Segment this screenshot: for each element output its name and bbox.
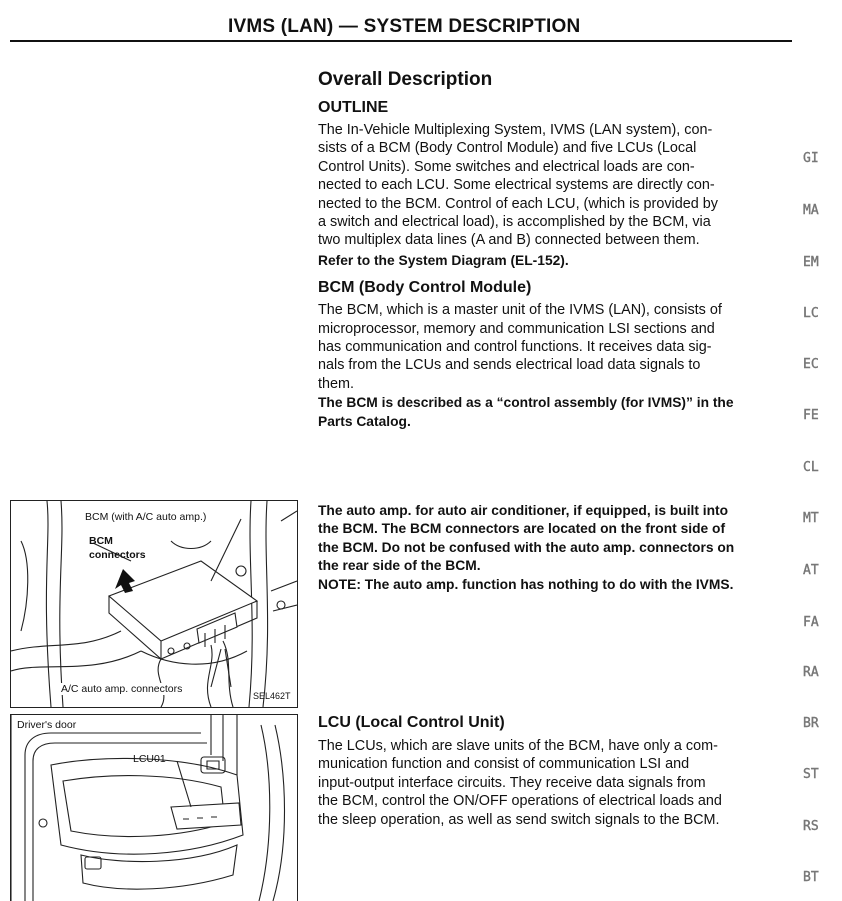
outline-reference: Refer to the System Diagram (EL-152). bbox=[318, 252, 569, 268]
side-tab-ra: RA bbox=[803, 665, 819, 680]
lcu-section bbox=[318, 712, 792, 829]
figure-code: SEL462T bbox=[253, 691, 291, 701]
outline-heading: OUTLINE bbox=[318, 99, 389, 116]
side-tab-ec: EC bbox=[803, 357, 819, 372]
side-tab-fe: FE bbox=[803, 408, 819, 423]
lcu-line: munication function and consist of communication LSI and bbox=[318, 756, 690, 773]
lcu-line: The LCUs, which are slave units of the BCM, have only a com- bbox=[318, 738, 718, 754]
side-tab-bt: BT bbox=[803, 870, 819, 885]
bcm-heading: BCM (Body Control Module) bbox=[318, 279, 532, 297]
label-lcu01: LCU01 bbox=[133, 753, 166, 765]
side-tab-cl: CL bbox=[803, 460, 819, 475]
side-tab-mt: MT bbox=[803, 511, 819, 526]
overall-section bbox=[318, 68, 792, 431]
side-tab-rs: RS bbox=[803, 819, 819, 834]
bcm-line: nals from the LCUs and sends electrical load data signals to bbox=[318, 357, 701, 374]
side-tab-ma: MA bbox=[803, 203, 819, 218]
bcm-line: has communication and control functions. It receives data sig- bbox=[318, 339, 712, 356]
autoamp-line: The auto amp. for auto air conditioner, if equipped, is built into bbox=[318, 503, 729, 518]
autoamp-line: the BCM. Do not be confused with the auto amp. connectors on bbox=[318, 539, 735, 555]
lcu-figure bbox=[10, 714, 298, 901]
bcm-illustration bbox=[11, 501, 297, 707]
autoamp-note: NOTE: The auto amp. function has nothing to do with the IVMS. bbox=[318, 576, 734, 592]
overall-heading: Overall Description bbox=[318, 69, 493, 90]
autoamp-line: the rear side of the BCM. bbox=[318, 558, 481, 574]
bcm-line: The BCM, which is a master unit of the IVMS (LAN), consists of bbox=[318, 302, 722, 319]
side-tab-fa: FA bbox=[803, 615, 819, 630]
bcm-line: microprocessor, memory and communication LSI sections and bbox=[318, 320, 715, 337]
lcu-body bbox=[318, 737, 792, 829]
label-connectors: connectors bbox=[89, 549, 146, 561]
side-tab-gi: GI bbox=[803, 151, 819, 166]
outline-line: The In-Vehicle Multiplexing System, IVMS (LAN system), con- bbox=[318, 122, 713, 138]
bcm-line: them. bbox=[318, 375, 354, 392]
outline-line: two multiplex data lines (A and B) connected between them. bbox=[318, 232, 700, 249]
outline-line: nected to each LCU. Some electrical systems are directly con- bbox=[318, 177, 715, 194]
label-bcm: BCM bbox=[89, 535, 113, 547]
page-header bbox=[10, 14, 792, 42]
lcu-line: input-output interface circuits. They receive data signals from bbox=[318, 774, 706, 791]
side-tab-br: BR bbox=[803, 716, 819, 731]
label-drivers-door: Driver's door bbox=[17, 719, 77, 731]
bcm-note-line: The BCM is described as a “control assembly (for IVMS)” in the bbox=[318, 395, 734, 411]
lcu-line: the BCM, control the ON/OFF operations of electrical loads and bbox=[318, 793, 722, 810]
autoamp-section bbox=[318, 502, 792, 594]
autoamp-line: the BCM. The BCM connectors are located on the front side of bbox=[318, 521, 726, 537]
side-tab-st: ST bbox=[803, 767, 819, 782]
outline-body bbox=[318, 121, 792, 250]
lcu-heading: LCU (Local Control Unit) bbox=[318, 714, 505, 731]
side-tab-lc: LC bbox=[803, 306, 819, 321]
label-bcm-amp: BCM (with A/C auto amp.) bbox=[85, 511, 207, 523]
pointer-arrow-icon bbox=[115, 569, 135, 593]
outline-line: nected to the BCM. Control of each LCU, (which is provided by bbox=[318, 195, 718, 212]
outline-line: sists of a BCM (Body Control Module) and five LCUs (Local bbox=[318, 140, 697, 157]
bcm-body bbox=[318, 301, 792, 393]
side-tab-at: AT bbox=[803, 563, 819, 578]
outline-line: a switch and electrical load), is accomplished by the BCM, via bbox=[318, 214, 711, 231]
bcm-note-line: Parts Catalog. bbox=[318, 413, 411, 429]
label-ac-connectors: A/C auto amp. connectors bbox=[61, 683, 183, 695]
side-tab-em: EM bbox=[803, 255, 819, 270]
lcu-line: the sleep operation, as well as send switch signals to the BCM. bbox=[318, 811, 720, 828]
page-title: IVMS (LAN) — SYSTEM DESCRIPTION bbox=[228, 16, 581, 37]
bcm-figure bbox=[10, 500, 298, 708]
outline-line: Control Units). Some switches and electrical loads are con- bbox=[318, 158, 695, 175]
door-illustration bbox=[11, 715, 297, 901]
